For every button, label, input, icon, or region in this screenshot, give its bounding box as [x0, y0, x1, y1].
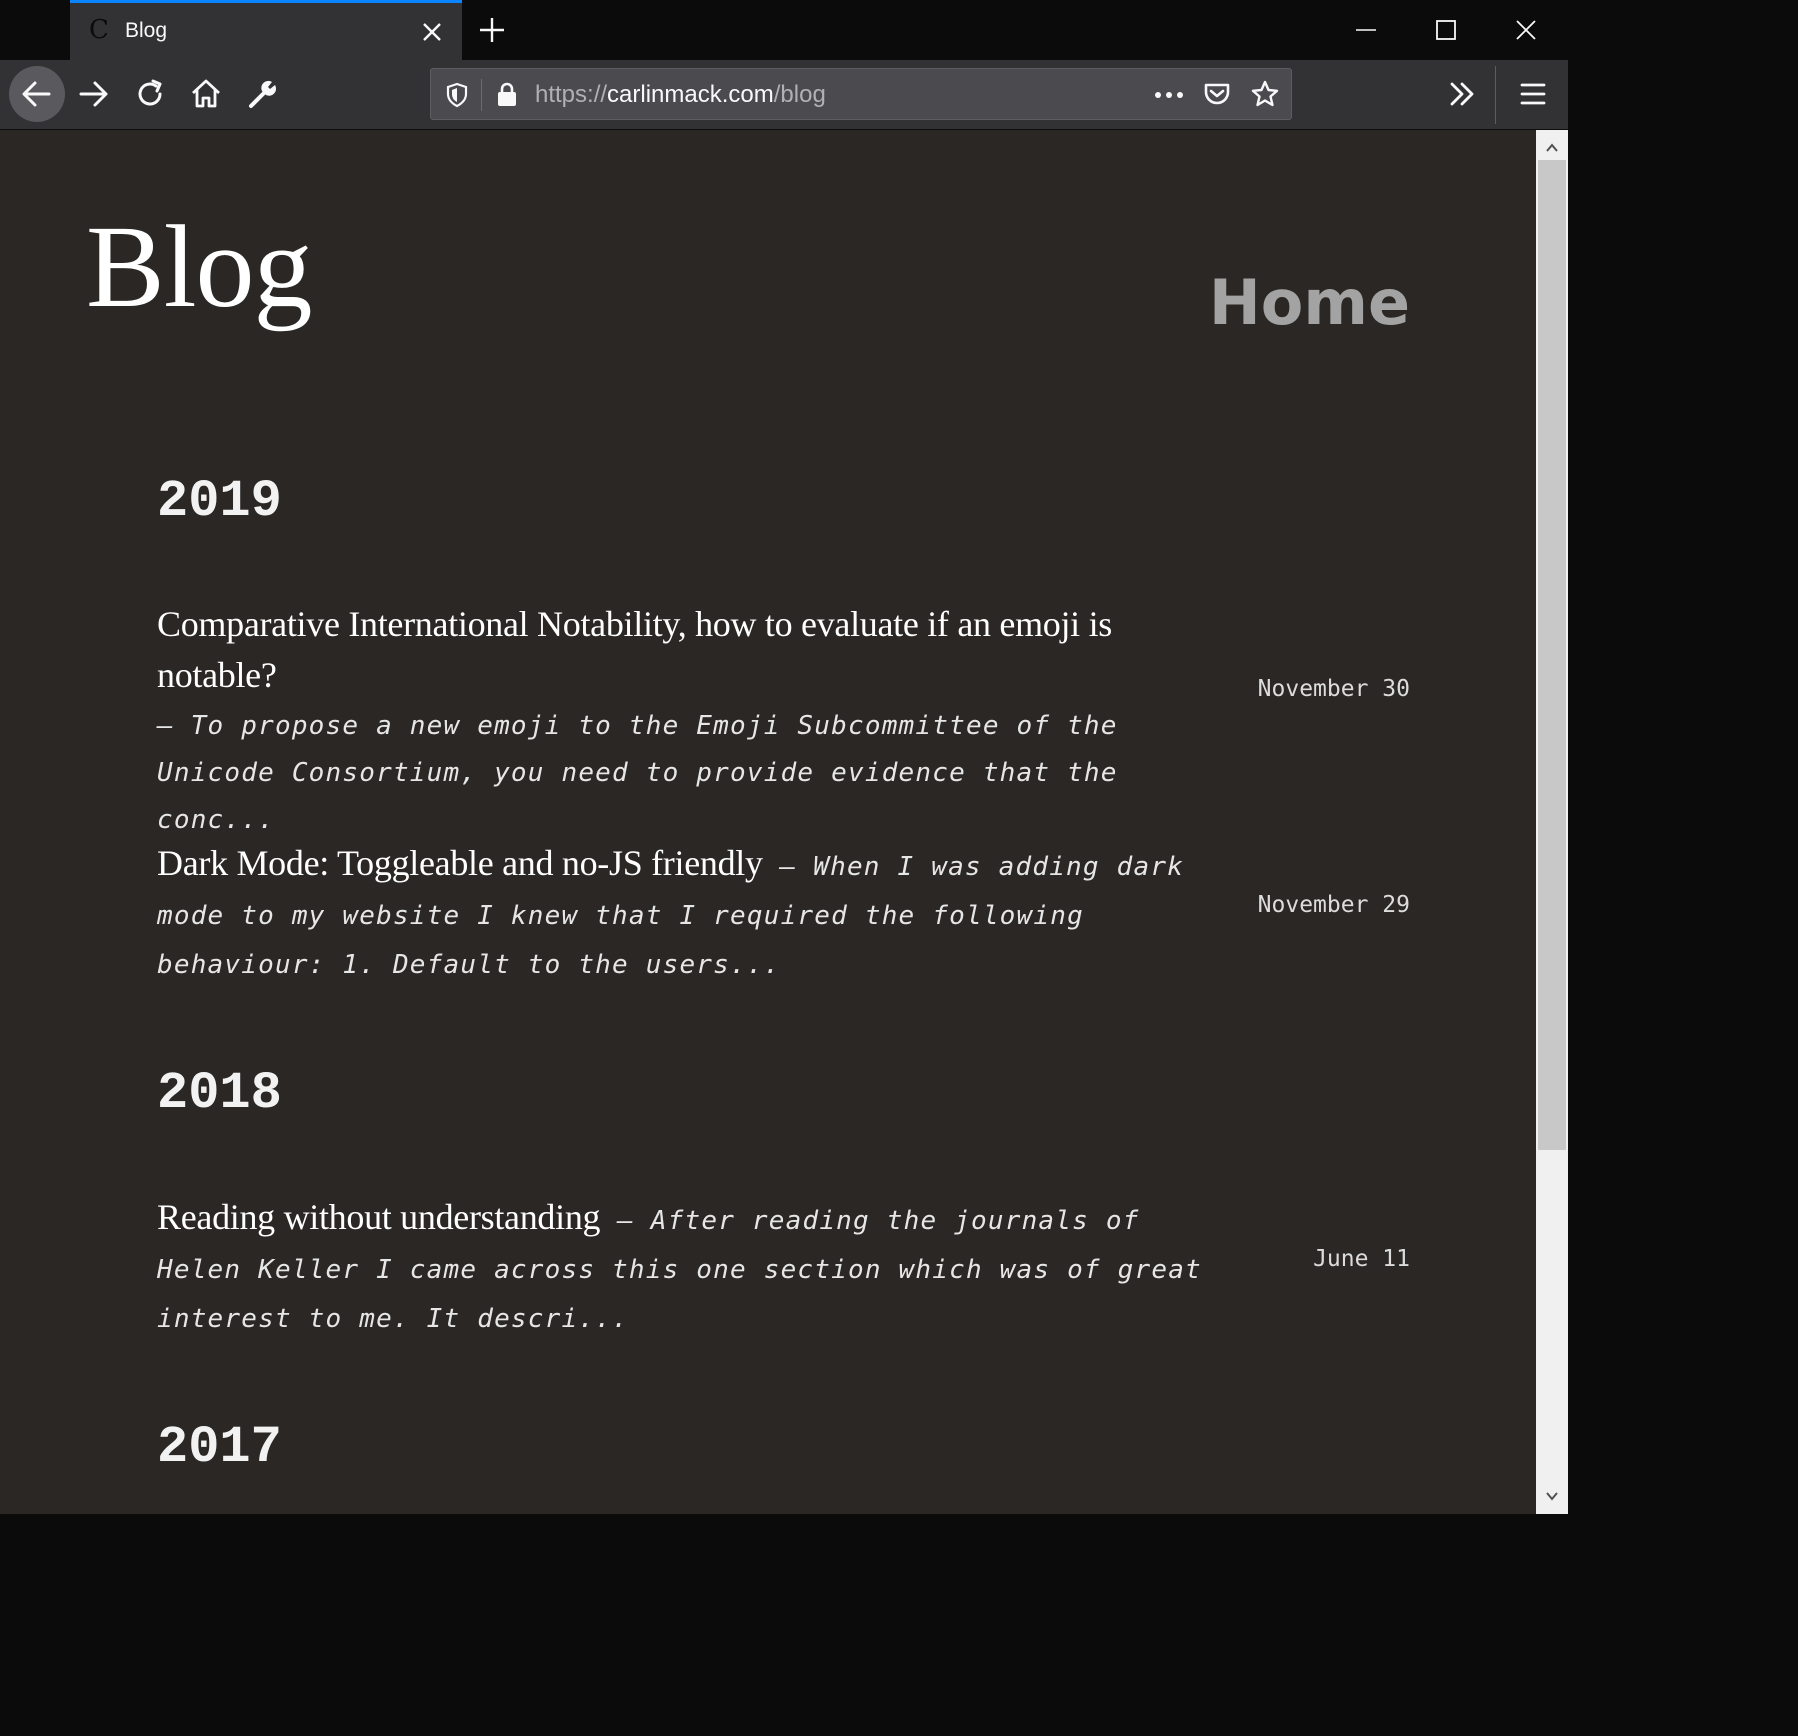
- plus-icon[interactable]: [478, 16, 506, 44]
- year-heading-2018: 2018: [157, 1064, 282, 1123]
- url-separator: [481, 79, 482, 111]
- post-title-link[interactable]: Comparative International Notability, how to evaluate if an emoji is notable?: [157, 604, 1112, 695]
- arrow-right-icon: [72, 72, 116, 116]
- reload-button[interactable]: [128, 72, 172, 116]
- minimize-icon[interactable]: [1354, 18, 1378, 42]
- post-title-link[interactable]: Reading without understanding: [157, 1197, 601, 1237]
- address-bar[interactable]: [430, 68, 1292, 120]
- scroll-up-icon[interactable]: [1544, 140, 1560, 156]
- url-host: carlinmack.com: [607, 81, 774, 108]
- scroll-down-icon[interactable]: [1544, 1488, 1560, 1504]
- toolbar-separator: [1495, 66, 1496, 124]
- home-button[interactable]: [184, 72, 228, 116]
- url-scheme: https://: [535, 81, 608, 108]
- lock-icon[interactable]: [495, 81, 519, 107]
- post-item[interactable]: [157, 840, 1209, 991]
- menu-button[interactable]: [1511, 72, 1555, 116]
- hamburger-icon: [1511, 72, 1555, 116]
- more-icon[interactable]: [1153, 83, 1185, 107]
- post-excerpt: — To propose a new emoji to the Emoji Subcommittee of the Unicode Consortium, you need to provide evidence that the conc...: [157, 711, 1118, 835]
- url-path: /blog: [773, 81, 826, 108]
- post-date: November 30: [1257, 676, 1410, 702]
- pocket-icon[interactable]: [1203, 81, 1231, 107]
- arrow-left-icon: [9, 66, 65, 122]
- home-icon: [184, 72, 228, 116]
- home-link[interactable]: Home: [1208, 266, 1410, 339]
- window-close-icon[interactable]: [1514, 18, 1538, 42]
- chevrons-right-icon: [1440, 72, 1484, 116]
- post-item[interactable]: [157, 1194, 1209, 1345]
- close-icon[interactable]: [420, 20, 444, 44]
- overflow-button[interactable]: [1440, 72, 1484, 116]
- tab-title: Blog: [125, 19, 168, 42]
- back-button[interactable]: [9, 66, 65, 122]
- wrench-icon: [240, 72, 284, 116]
- developer-tools-button[interactable]: [240, 72, 284, 116]
- year-heading-2017: 2017: [157, 1418, 282, 1477]
- post-date: November 29: [1257, 892, 1410, 918]
- favicon-icon: C: [89, 15, 109, 45]
- tab-bar: [0, 0, 1568, 60]
- vertical-scrollbar[interactable]: [1536, 130, 1568, 1514]
- post-item[interactable]: [157, 602, 1209, 845]
- navigation-toolbar: [0, 60, 1568, 130]
- post-excerpt: — After reading the journals of Helen Keller I came across this one section which was of great interest to me. It descri...: [157, 1206, 1202, 1334]
- star-icon[interactable]: [1251, 80, 1279, 108]
- post-title-link[interactable]: Dark Mode: Toggleable and no-JS friendly: [157, 843, 763, 883]
- reload-icon: [128, 72, 172, 116]
- maximize-icon[interactable]: [1434, 18, 1458, 42]
- forward-button[interactable]: [72, 72, 116, 116]
- page-title: Blog: [86, 201, 312, 332]
- tab-blog[interactable]: [70, 0, 462, 60]
- post-excerpt: — When I was adding dark mode to my website I knew that I required the following behaviour: 1. Default to the users...: [157, 852, 1185, 980]
- scrollbar-thumb[interactable]: [1538, 160, 1566, 1150]
- url-text[interactable]: [535, 81, 826, 109]
- year-heading-2019: 2019: [157, 472, 282, 531]
- page-content: [0, 130, 1536, 1514]
- post-date: June 11: [1313, 1246, 1410, 1272]
- shield-icon[interactable]: [445, 82, 469, 108]
